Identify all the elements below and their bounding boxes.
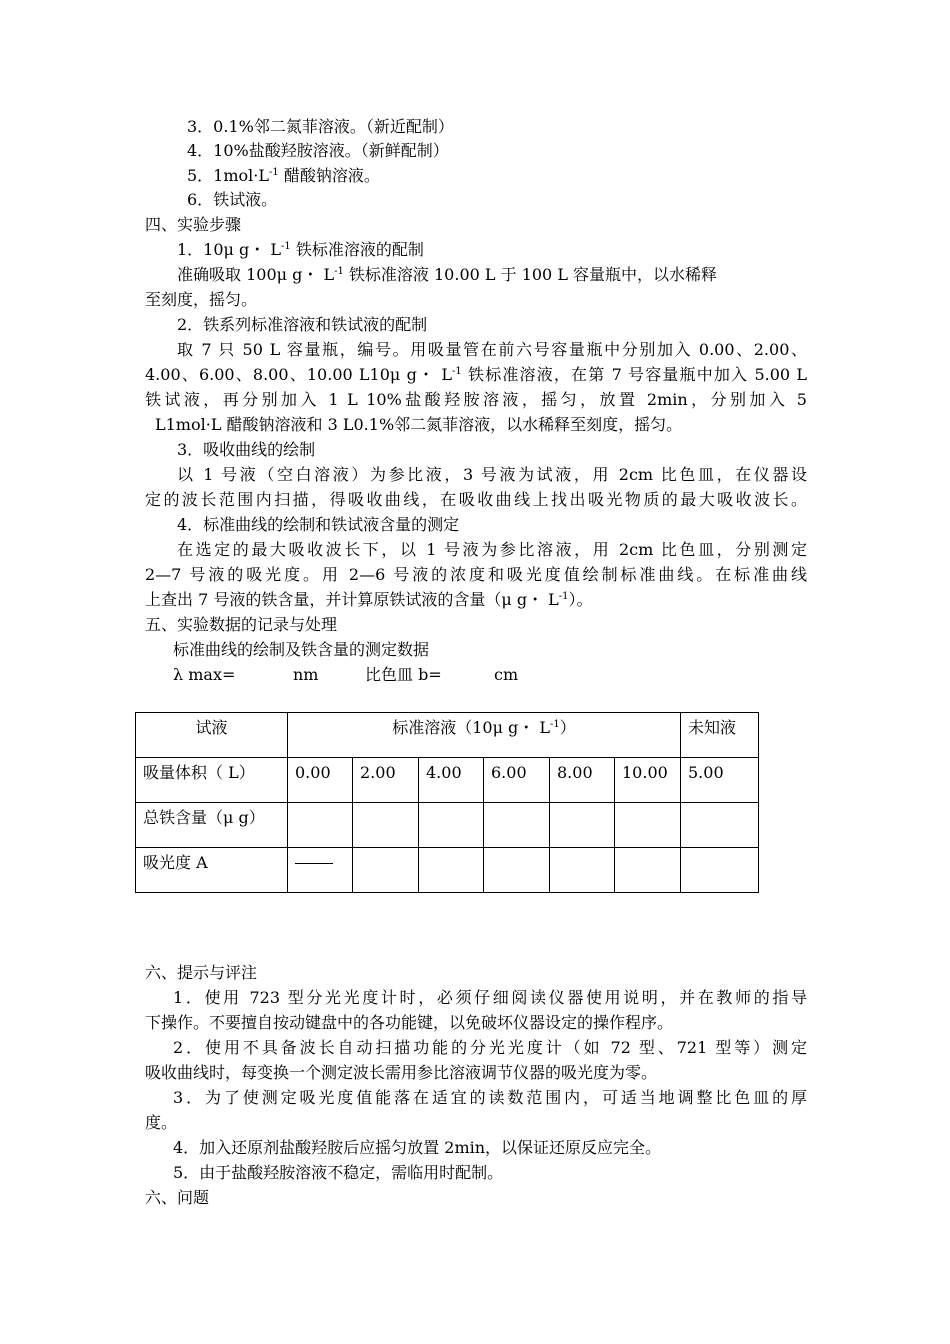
empty-cell [484,803,550,848]
data-table [135,712,759,893]
step3-title: 3．吸收曲线的绘制 [177,440,316,459]
table-subtitle: 标准曲线的绘制及铁含量的测定数据 [173,640,430,659]
empty-cell [484,848,550,893]
step2-line2: 4.00、6.00、8.00、10.00 L10μ g・ $L^{-1}$ 铁标准溶液，在第 7 号容量瓶中加入 5.00 L [145,365,807,384]
note4: 4．加入还原剂盐酸羟胺后应摇匀放置 2min，以保证还原反应完全。 [173,1138,662,1157]
questions-heading: 六、问题 [145,1188,210,1207]
note2-line2: 吸收曲线时，每变换一个测定波长需用参比溶液调节仪器的吸光度为零。 [145,1063,658,1082]
empty-cell [353,848,419,893]
row-label-iron: 总铁含量（μ g） [136,803,288,848]
reagent-4: 4．10%盐酸羟胺溶液。（新鲜配制） [187,141,449,160]
step4-line2: 2—7 号液的吸光度。用 2—6 号液的浓度和吸光度值绘制标准曲线。在标准曲线 [145,565,807,584]
step2-title: 2．铁系列标准溶液和铁试液的配制 [177,315,428,334]
volume-cell: 5.00 [681,758,759,803]
volume-cell: 2.00 [353,758,419,803]
dash-mark [295,863,333,864]
header-standard: 标准溶液（10μ g・ $L^{-1}$） [288,713,681,758]
empty-cell [681,848,759,893]
note5: 5．由于盐酸羟胺溶液不稳定，需临用时配制。 [173,1163,504,1182]
volume-cell: 6.00 [484,758,550,803]
section5-heading: 五、实验数据的记录与处理 [145,615,338,634]
row-label-volume: 吸量体积（ L） [136,758,288,803]
step3-line2: 定的波长范围内扫描，得吸收曲线，在吸收曲线上找出吸光物质的最大吸收波长。 [145,490,807,509]
note3-line1: 3．为了使测定吸光度值能落在适宜的读数范围内，可适当地调整比色皿的厚 [173,1088,807,1107]
step1-title: 1．10μ g・ $L^{-1}$ 铁标准溶液的配制 [177,240,424,259]
table-row-absorbance [136,848,759,893]
section6-heading: 六、提示与评注 [145,963,258,982]
blank-dash-cell [288,848,353,893]
empty-cell [615,848,681,893]
header-sample: 试液 [136,713,288,758]
step4-title: 4．标准曲线的绘制和铁试液含量的测定 [177,515,460,534]
table-row-iron [136,803,759,848]
empty-cell [550,848,615,893]
lambda-max-label: λ max= [173,665,236,684]
nm-unit: nm [293,665,319,684]
reagent-6: 6．铁试液。 [187,190,278,209]
step3-line1: 以 1 号液（空白溶液）为参比液，3 号液为试液，用 2cm 比色皿，在仪器设 [177,465,807,484]
table-header-row [136,713,759,758]
step1-text-cont: 至刻度，摇匀。 [145,290,258,309]
note2-line1: 2．使用不具备波长自动扫描功能的分光光度计（如 72 型、721 型等）测定 [173,1038,807,1057]
volume-cell: 10.00 [615,758,681,803]
cuvette-label: 比色皿 b= [365,665,442,684]
empty-cell [288,803,353,848]
note1-line1: 1．使用 723 型分光光度计时，必须仔细阅读仪器使用说明，并在教师的指导 [173,988,807,1007]
step2-line4: L1mol·L 醋酸钠溶液和 3 L0.1%邻二氮菲溶液，以水稀释至刻度，摇匀。 [155,415,683,434]
volume-cell: 8.00 [550,758,615,803]
empty-cell [681,803,759,848]
step1-text: 准确吸取 100μ g・ $L^{-1}$ 铁标准溶液 10.00 L 于 100 L 容量瓶中，以水稀释 [177,265,718,284]
step4-line3: 上查出 7 号液的铁含量，并计算原铁试液的含量（μ g・ $L^{-1}$）。 [145,590,593,609]
volume-cell: 4.00 [419,758,484,803]
step2-line3: 铁试液，再分别加入 1 L 10%盐酸羟胺溶液，摇匀，放置 2min，分别加入 5 [145,390,807,409]
note3-line2: 度。 [145,1113,178,1132]
step4-line1: 在选定的最大吸收波长下，以 1 号液为参比溶液，用 2cm 比色皿，分别测定 [177,540,807,559]
empty-cell [419,848,484,893]
header-unknown: 未知液 [681,713,759,758]
empty-cell [353,803,419,848]
reagent-3: 3．0.1%邻二氮菲溶液。（新近配制） [187,117,454,136]
table-row-volume [136,758,759,803]
row-label-absorbance: 吸光度 A [136,848,288,893]
section4-heading: 四、实验步骤 [145,215,242,234]
note1-line2: 下操作。不要擅自按动键盘中的各功能键，以免破坏仪器设定的操作程序。 [145,1013,674,1032]
empty-cell [550,803,615,848]
reagent-5: 5．$1mol\cdot L^{-1}$ 醋酸钠溶液。 [187,166,380,185]
empty-cell [419,803,484,848]
empty-cell [615,803,681,848]
volume-cell: 0.00 [288,758,353,803]
step2-line1: 取 7 只 50 L 容量瓶，编号。用吸量管在前六号容量瓶中分别加入 0.00、2.00、 [177,340,807,359]
cm-unit: cm [494,665,519,684]
